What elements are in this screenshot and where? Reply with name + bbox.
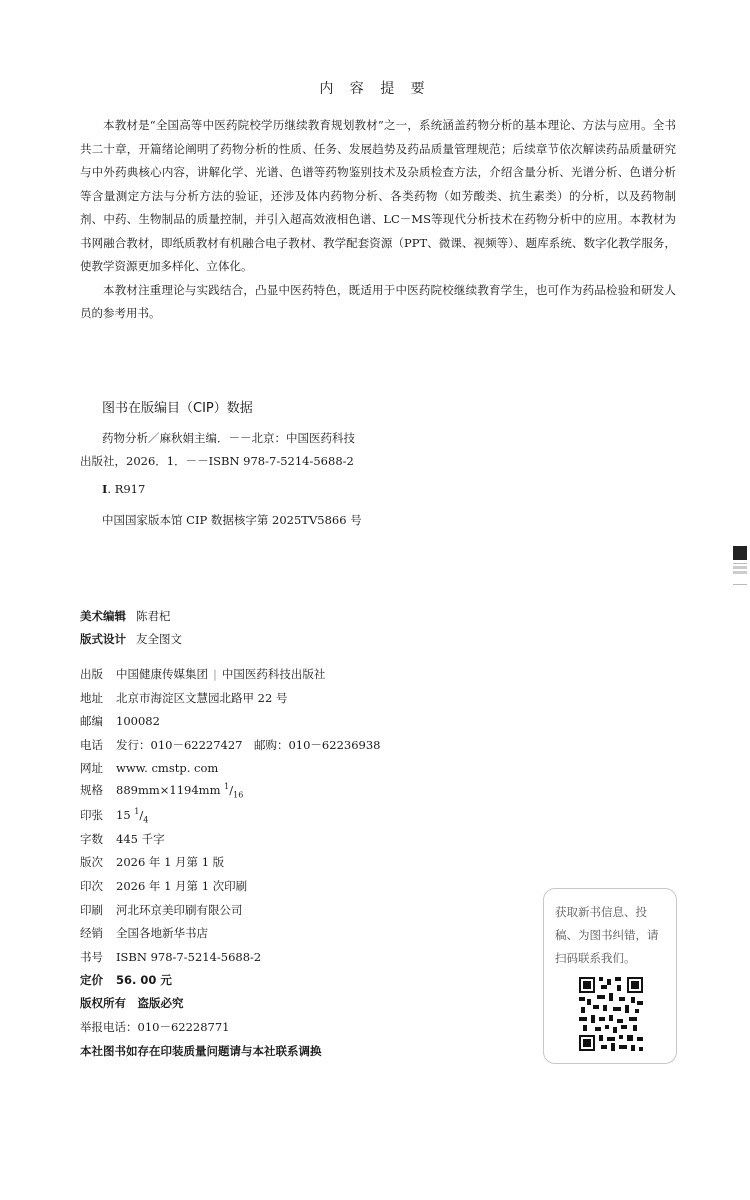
phone-label: 电话 bbox=[80, 738, 103, 752]
publisher-group: 中国健康传媒集团 bbox=[116, 667, 208, 681]
cip-classification bbox=[102, 482, 145, 496]
distributor-label: 经销 bbox=[80, 926, 103, 940]
rights-notice: 版权所有 盗版必究 bbox=[80, 996, 184, 1010]
words-label: 字数 bbox=[80, 832, 103, 846]
format-numerator: 1 bbox=[224, 782, 230, 792]
sheets-main: 15 bbox=[116, 808, 131, 822]
side-mark bbox=[733, 546, 747, 585]
art-editor-row bbox=[80, 608, 171, 624]
art-editor-label: 美术编辑 bbox=[80, 609, 126, 623]
report-label: 举报电话： bbox=[80, 1020, 138, 1034]
isbn-row bbox=[80, 949, 261, 965]
cip-class-roman: Ⅰ bbox=[102, 482, 108, 496]
phone-value: 发行：010－62227427 邮购：010－62236938 bbox=[116, 738, 381, 752]
qr-code-icon[interactable] bbox=[579, 977, 643, 1051]
edition-value: 2026 年 1 月第 1 版 bbox=[116, 855, 225, 869]
layout-design-label: 版式设计 bbox=[80, 632, 126, 646]
postcode-value: 100082 bbox=[116, 714, 160, 728]
sheets-row: 印张 15 $^1/_4$ bbox=[80, 807, 149, 825]
printer-value: 河北环京美印刷有限公司 bbox=[116, 903, 243, 917]
printing-label: 印次 bbox=[80, 879, 103, 893]
address-label: 地址 bbox=[80, 691, 103, 705]
publisher-label: 出版 bbox=[80, 667, 103, 681]
postcode-row bbox=[80, 713, 160, 729]
qr-card bbox=[543, 888, 677, 1064]
format-label: 规格 bbox=[80, 783, 103, 797]
phone-row bbox=[80, 737, 380, 753]
side-mark-lines bbox=[733, 563, 747, 585]
sheets-denominator: 4 bbox=[143, 815, 149, 825]
edition-row bbox=[80, 854, 224, 870]
summary-title: 内 容 提 要 bbox=[319, 81, 431, 97]
cip-class-code: . R917 bbox=[107, 482, 146, 496]
quality-notice: 本社图书如存在印装质量问题请与本社联系调换 bbox=[80, 1044, 322, 1058]
summary-paragraph-2: 本教材注重理论与实践结合，凸显中医药特色，既适用于中医药院校继续教育学生，也可作为药品检验和研发人员的参考用书。 bbox=[80, 282, 676, 320]
postcode-label: 邮编 bbox=[80, 714, 103, 728]
printing-value: 2026 年 1 月第 1 次印刷 bbox=[116, 879, 248, 893]
distributor-row bbox=[80, 925, 208, 941]
printer-row bbox=[80, 902, 243, 918]
art-editor-value: 陈君杞 bbox=[136, 609, 171, 623]
price-label: 定价 bbox=[80, 973, 103, 987]
address-row bbox=[80, 690, 287, 706]
words-value: 445 千字 bbox=[116, 832, 165, 846]
isbn-label: 书号 bbox=[80, 950, 103, 964]
website-label: 网址 bbox=[80, 761, 103, 775]
price-value: 56. 00 元 bbox=[116, 973, 172, 987]
printer-label: 印刷 bbox=[80, 903, 103, 917]
address-value: 北京市海淀区文慧园北路甲 22 号 bbox=[116, 691, 288, 705]
cip-title: 图书在版编目（CIP）数据 bbox=[102, 401, 253, 416]
format-main: 889mm×1194mm bbox=[116, 783, 221, 797]
qr-caption: 获取新书信息、投稿、为图书纠错，请扫码联系我们。 bbox=[555, 905, 659, 965]
printing-row bbox=[80, 878, 247, 894]
sheets-label: 印张 bbox=[80, 808, 103, 822]
cip-line-1: 药物分析／麻秋娟主编．－－北京：中国医药科技 bbox=[102, 431, 355, 445]
isbn-value: ISBN 978-7-5214-5688-2 bbox=[116, 950, 262, 964]
edition-label: 版次 bbox=[80, 855, 103, 869]
sheets-numerator: 1 bbox=[134, 807, 140, 817]
publisher-name: 中国医药科技出版社 bbox=[221, 667, 326, 681]
side-mark-block bbox=[733, 546, 747, 560]
format-denominator: 16 bbox=[233, 790, 244, 800]
cip-record: 中国国家版本馆 CIP 数据核字第 2025TV5866 号 bbox=[102, 513, 362, 527]
summary-body bbox=[80, 114, 676, 326]
publisher-row bbox=[80, 666, 325, 682]
publisher-separator: | bbox=[213, 667, 217, 681]
distributor-value: 全国各地新华书店 bbox=[116, 926, 208, 940]
website-row bbox=[80, 760, 218, 776]
cip-line-2: 出版社，2026．1．－－ISBN 978-7-5214-5688-2 bbox=[80, 454, 354, 468]
report-row bbox=[80, 1019, 229, 1035]
layout-design-row bbox=[80, 631, 182, 647]
website-value: www. cmstp. com bbox=[116, 761, 219, 775]
words-row bbox=[80, 831, 165, 847]
price-row bbox=[80, 972, 172, 988]
report-value: 010－62228771 bbox=[137, 1020, 230, 1034]
layout-design-value: 友全图文 bbox=[136, 632, 182, 646]
format-row: 规格 889mm×1194mm $^1/_{16}$ bbox=[80, 782, 244, 800]
summary-paragraph-1: 本教材是“全国高等中医药院校学历继续教育规划教材”之一，系统涵盖药物分析的基本理论、方法与应用。全书共二十章，开篇绪论阐明了药物分析的性质、任务、发展趋势及药品质量管理规范；后续章节依次解读药品质量研究与中外药典核心内容，讲解化学、光谱、色谱等药物鉴别技术及杂质检查方法，介绍含量分析、光谱分析、色谱分析等含量测定方法与分析方法的验证，还涉及体内药物分析、各类药物（如芳酸类、抗生素类）的分析，以及药物制剂、中药、生物制品的质量控制，并引入超高效液相色谱、LC－MS等现代分析技术在药物分析中的应用。本教材为书网融合教材，即纸质教材有机融合电子教材、教学配套资源（PPT、微课、视频等）、题库系统、数字化教学服务，使教学资源更加多样化、立体化。 bbox=[80, 118, 676, 273]
